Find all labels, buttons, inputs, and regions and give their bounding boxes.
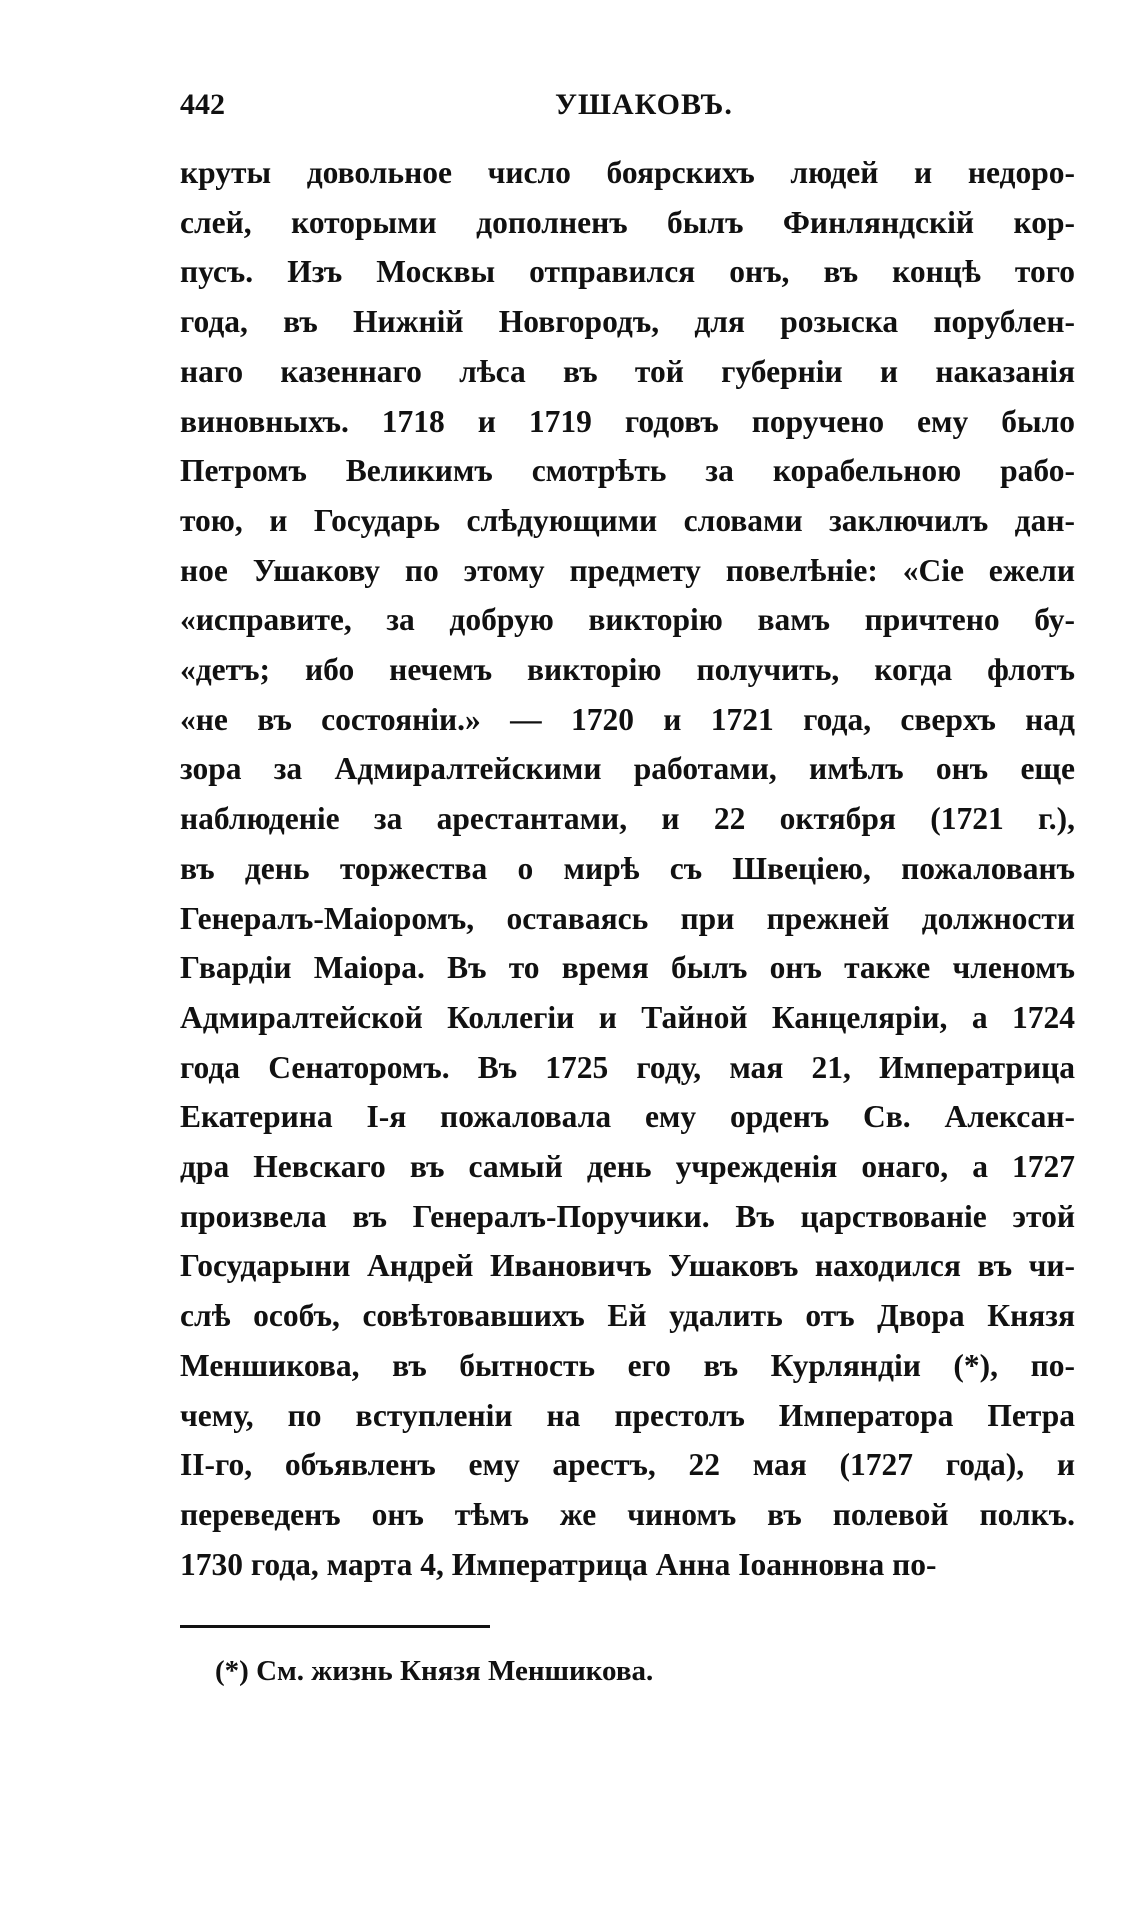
text-line: года, въ Нижній Новгородъ, для розыска порублен-	[180, 304, 1075, 340]
text-line: Гвардіи Маіора. Въ то время былъ онъ также членомъ	[180, 950, 1075, 986]
text-line: года Сенаторомъ. Въ 1725 году, мая 21, Императрица	[180, 1049, 1075, 1085]
body-text	[180, 148, 1075, 1589]
text-line: «не въ состояніи.» — 1720 и 1721 года, сверхъ над	[180, 701, 1075, 737]
text-line: слѣ особъ, совѣтовавшихъ Ей удалить отъ Двора Князя	[180, 1298, 1075, 1334]
footnote: (*) См. жизнь Князя Меншикова.	[215, 1655, 654, 1687]
text-line: Меншикова, въ бытность его въ Курляндіи (*), по-	[180, 1347, 1075, 1383]
text-line: ІІ-го, объявленъ ему арестъ, 22 мая (1727 года), и	[180, 1447, 1075, 1483]
text-line: пусъ. Изъ Москвы отправился онъ, въ концѣ того	[180, 254, 1075, 290]
text-line: слей, которыми дополненъ былъ Финляндскій кор-	[180, 204, 1075, 240]
footnote-divider	[180, 1625, 490, 1628]
text-line: дра Невскаго въ самый день учрежденія онаго, а 1727	[180, 1149, 1075, 1185]
text-line: тою, и Государь слѣдующими словами заключилъ дан-	[180, 502, 1075, 538]
text-line: 1730 года, марта 4, Императрица Анна Іоанновна по-	[180, 1546, 937, 1582]
text-line: Адмиралтейской Коллегіи и Тайной Канцеляріи, а 1724	[180, 999, 1075, 1035]
text-line: виновныхъ. 1718 и 1719 годовъ поручено ему было	[180, 403, 1075, 439]
text-line: Екатерина І-я пожаловала ему орденъ Св. Алексан-	[180, 1099, 1075, 1135]
text-line: Генералъ-Маіоромъ, оставаясь при прежней должности	[180, 900, 1075, 936]
text-line: переведенъ онъ тѣмъ же чиномъ въ полевой полкъ.	[180, 1496, 1075, 1532]
page-number: 442	[180, 88, 225, 121]
text-line: «исправите, за добрую викторію вамъ причтено бу-	[180, 602, 1075, 638]
text-line: наго казеннаго лѣса въ той губерніи и наказанія	[180, 353, 1075, 389]
text-line: Государыни Андрей Ивановичъ Ушаковъ находился въ чи-	[180, 1248, 1075, 1284]
text-line: чему, по вступленіи на престолъ Императора Петра	[180, 1397, 1075, 1433]
text-line: зора за Адмиралтейскими работами, имѣлъ онъ еще	[180, 751, 1075, 787]
running-head: УШАКОВЪ.	[555, 88, 733, 121]
text-line: въ день торжества о мирѣ съ Швеціею, пожалованъ	[180, 850, 1075, 886]
text-line: ное Ушакову по этому предмету повелѣніе: «Сіе ежели	[180, 552, 1075, 588]
page-header	[180, 88, 1080, 128]
text-line: «детъ; ибо нечемъ викторію получить, когда флотъ	[180, 652, 1075, 688]
text-line: наблюденіе за арестантами, и 22 октября (1721 г.),	[180, 801, 1075, 837]
text-line: произвела въ Генералъ-Поручики. Въ царствованіе этой	[180, 1198, 1075, 1234]
text-line: круты довольное число боярскихъ людей и недоро-	[180, 155, 1075, 190]
text-line: Петромъ Великимъ смотрѣть за корабельною рабо-	[180, 453, 1075, 489]
